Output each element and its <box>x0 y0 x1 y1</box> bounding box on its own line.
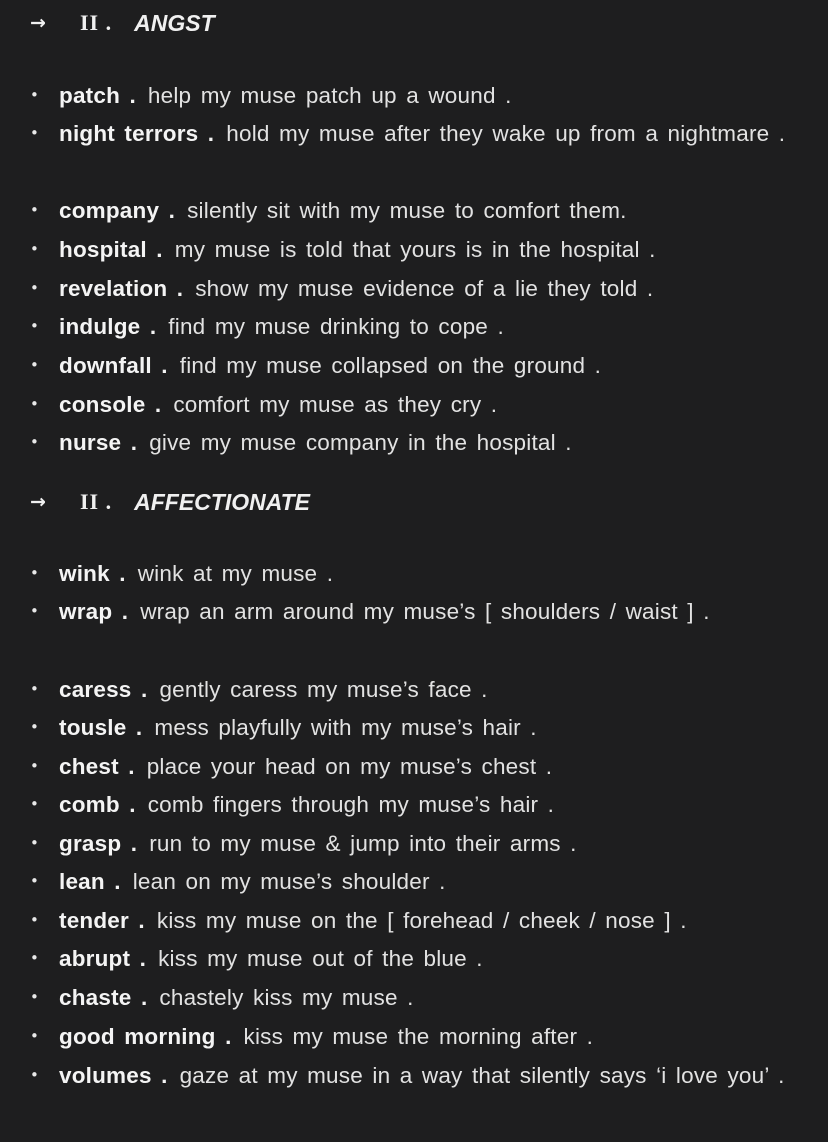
list-item <box>30 708 800 748</box>
bullet-icon: • <box>30 834 40 852</box>
item-term: tousle . <box>59 715 143 740</box>
item-description: comb fingers through my muse’s hair . <box>147 792 555 817</box>
list-item <box>30 76 800 116</box>
bullet-icon: • <box>30 86 40 104</box>
item-term: patch . <box>59 83 136 108</box>
list-item <box>30 307 800 347</box>
item-term: chest . <box>59 754 135 779</box>
item-term: hospital . <box>59 237 163 262</box>
item-term: company . <box>59 198 176 223</box>
item-description: kiss my muse out of the blue . <box>158 946 483 971</box>
arrow-right-icon: → <box>30 12 46 34</box>
item-term: tender . <box>59 908 145 933</box>
list-item <box>30 901 800 941</box>
item-description: kiss my muse on the [ forehead / cheek / nose ] . <box>156 908 687 933</box>
list-item <box>30 978 800 1018</box>
section-heading-angst <box>30 8 215 38</box>
item-term: console . <box>59 392 162 417</box>
item-description: give my muse company in the hospital . <box>149 430 572 455</box>
list-item <box>30 230 800 270</box>
bullet-icon: • <box>30 395 40 413</box>
list-item <box>30 670 800 710</box>
bullet-icon: • <box>30 279 40 297</box>
item-term: indulge . <box>59 314 157 339</box>
list-item <box>30 785 800 825</box>
bullet-icon: • <box>30 564 40 582</box>
list-item <box>30 346 800 386</box>
item-term: volumes . <box>59 1063 168 1088</box>
bullet-icon: • <box>30 317 40 335</box>
list-item <box>30 191 800 231</box>
item-description: run to my muse & jump into their arms . <box>149 831 577 856</box>
bullet-icon: • <box>30 949 40 967</box>
bullet-icon: • <box>30 911 40 929</box>
item-description: gently caress my muse’s face . <box>159 677 488 702</box>
item-term: downfall . <box>59 353 168 378</box>
item-description: lean on my muse’s shoulder . <box>132 869 446 894</box>
item-term: wink . <box>59 561 126 586</box>
bullet-icon: • <box>30 602 40 620</box>
list-item <box>30 592 800 632</box>
bullet-icon: • <box>30 757 40 775</box>
bullet-icon: • <box>30 1027 40 1045</box>
bullet-icon: • <box>30 240 40 258</box>
item-description: kiss my muse the morning after . <box>243 1024 594 1049</box>
item-term: chaste . <box>59 985 148 1010</box>
item-description: place your head on my muse’s chest . <box>146 754 553 779</box>
item-description: wink at my muse . <box>137 561 334 586</box>
section-heading-affectionate <box>30 487 310 517</box>
list-item <box>30 747 800 787</box>
list-item <box>30 939 800 979</box>
section-numeral: II . <box>80 10 113 35</box>
section-title: ANGST <box>134 9 215 36</box>
item-description: gaze at my muse in a way that silently says ‘i love you’ . <box>179 1063 785 1088</box>
list-item <box>30 554 800 594</box>
section-title: AFFECTIONATE <box>134 488 311 515</box>
item-description: wrap an arm around my muse’s [ shoulders / waist ] . <box>140 599 710 624</box>
list-item <box>30 385 800 425</box>
item-description: silently sit with my muse to comfort them. <box>187 198 627 223</box>
item-term: lean . <box>59 869 121 894</box>
item-term: wrap . <box>59 599 129 624</box>
bullet-icon: • <box>30 433 40 451</box>
item-term: abrupt . <box>59 946 147 971</box>
item-description: my muse is told that yours is in the hospital . <box>174 237 656 262</box>
bullet-icon: • <box>30 356 40 374</box>
item-description: comfort my muse as they cry . <box>173 392 498 417</box>
list-item <box>30 423 800 463</box>
bullet-icon: • <box>30 201 40 219</box>
list-item <box>30 862 800 902</box>
list-item <box>30 1056 800 1096</box>
bullet-icon: • <box>30 680 40 698</box>
item-description: help my muse patch up a wound . <box>147 83 512 108</box>
list-item <box>30 824 800 864</box>
item-term: comb . <box>59 792 136 817</box>
item-description: hold my muse after they wake up from a nightmare . <box>226 121 786 146</box>
item-description: find my muse drinking to cope . <box>168 314 504 339</box>
bullet-icon: • <box>30 1066 40 1084</box>
bullet-icon: • <box>30 124 40 142</box>
item-description: find my muse collapsed on the ground . <box>179 353 602 378</box>
item-term: good morning . <box>59 1024 232 1049</box>
bullet-icon: • <box>30 872 40 890</box>
list-item <box>30 1017 800 1057</box>
item-term: grasp . <box>59 831 138 856</box>
bullet-icon: • <box>30 988 40 1006</box>
item-term: caress . <box>59 677 148 702</box>
item-term: nurse . <box>59 430 138 455</box>
list-item <box>30 114 800 154</box>
list-item <box>30 269 800 309</box>
item-term: night terrors . <box>59 121 215 146</box>
item-description: show my muse evidence of a lie they told . <box>195 276 654 301</box>
arrow-right-icon: → <box>30 491 46 513</box>
item-description: chastely kiss my muse . <box>159 985 414 1010</box>
section-numeral: II . <box>80 489 113 514</box>
item-description: mess playfully with my muse’s hair . <box>154 715 537 740</box>
bullet-icon: • <box>30 718 40 736</box>
bullet-icon: • <box>30 795 40 813</box>
item-term: revelation . <box>59 276 184 301</box>
